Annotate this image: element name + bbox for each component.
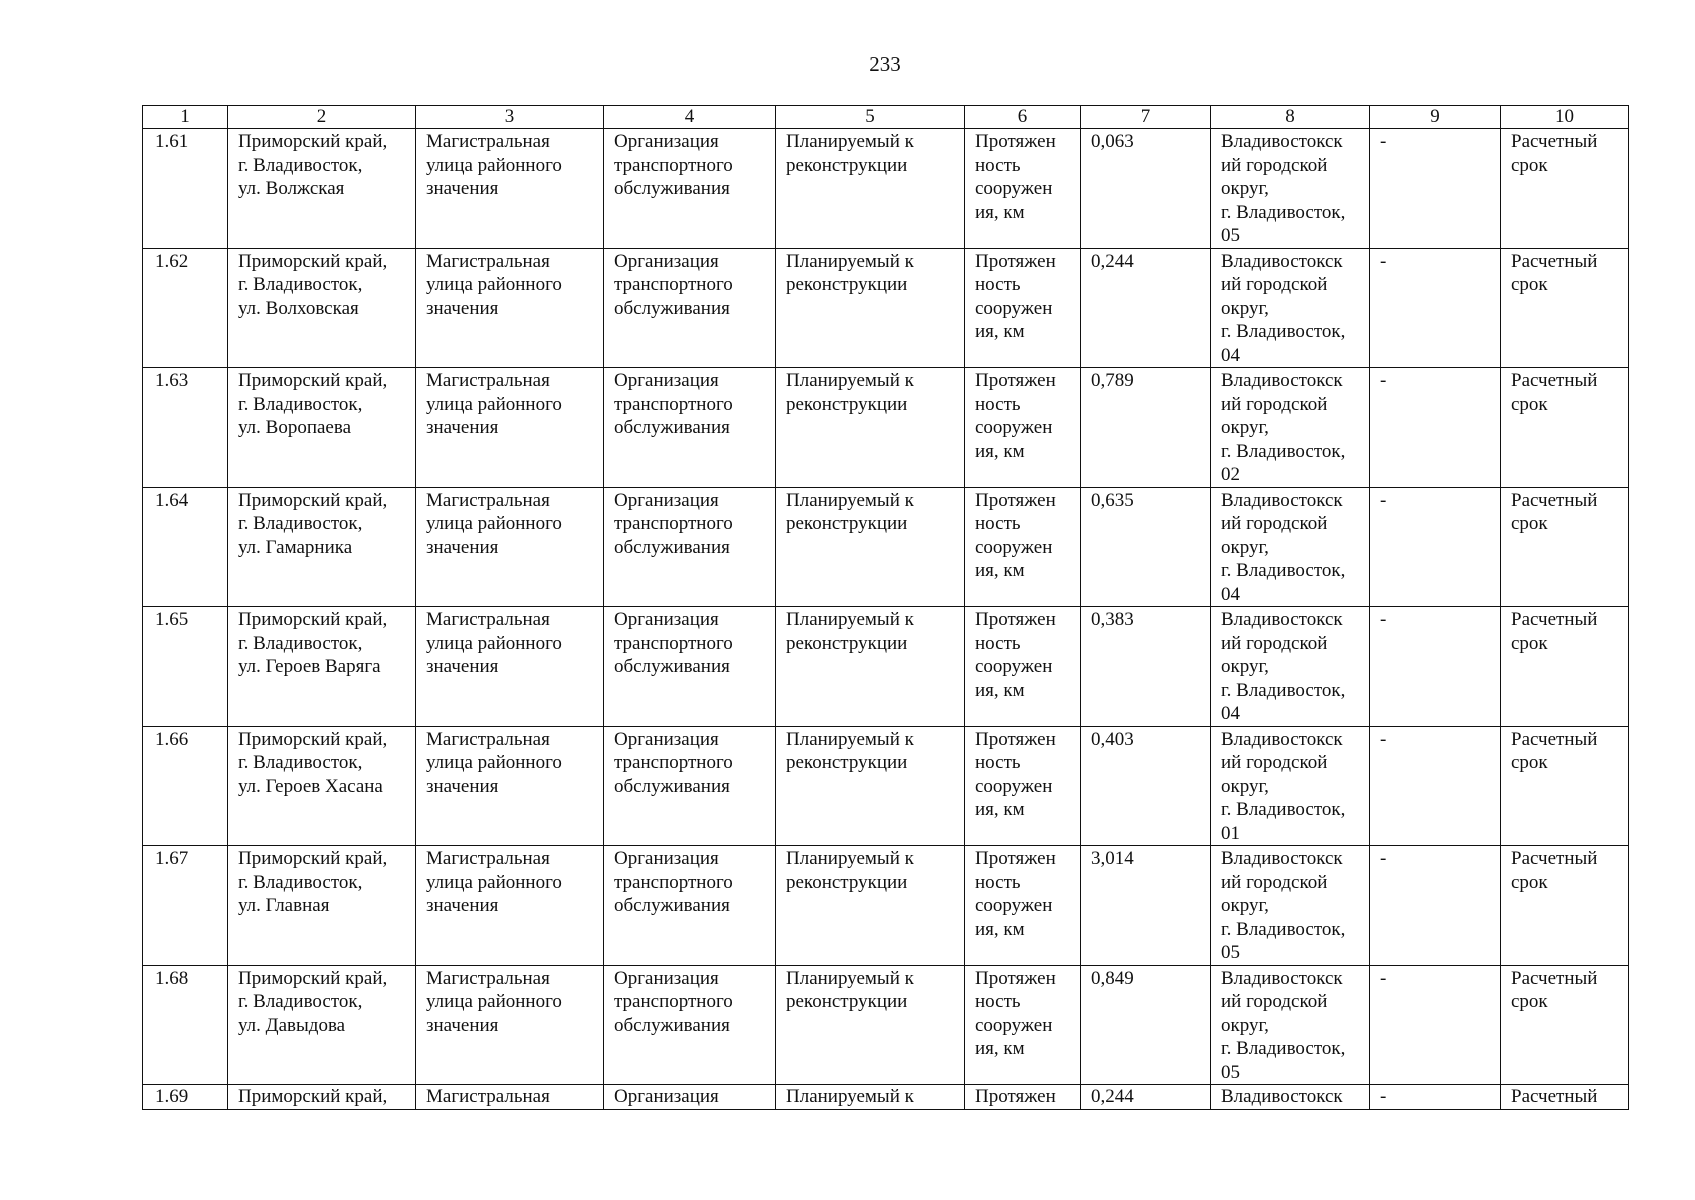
cell-line: ул. Волжская — [238, 178, 345, 199]
cell-line: Приморский край, — [238, 489, 388, 511]
cell-line: Организация — [614, 728, 719, 750]
cell-line: улица районного — [426, 632, 562, 654]
cell-line: Планируемый к — [786, 489, 914, 511]
header-cell: 6 — [965, 106, 1081, 129]
cell-line: реконструкции — [786, 154, 908, 176]
table-row — [143, 846, 1629, 966]
cell-term — [1501, 1085, 1629, 1110]
cell-line: Расчетный — [1511, 609, 1598, 630]
cell-status — [776, 368, 965, 488]
cell-value: 0,063 — [1081, 129, 1211, 249]
cell-line: ул. Воропаева — [238, 417, 352, 438]
cell-line: срок — [1511, 154, 1548, 176]
cell-line: реконструкции — [786, 991, 908, 1012]
cell-number: 1.63 — [143, 368, 228, 488]
table-row — [143, 726, 1629, 846]
cell-line: ность — [975, 154, 1021, 176]
cell-line: г. Владивосток, — [1221, 201, 1346, 223]
table-row — [143, 487, 1629, 607]
cell-line: Организация — [614, 609, 719, 630]
cell-parameter — [965, 965, 1081, 1085]
cell-line: ия, км — [975, 440, 1025, 462]
cell-status — [776, 726, 965, 846]
cell-line: Организация — [614, 967, 719, 989]
cell-line: Магистральная — [426, 609, 550, 630]
cell-line: значения — [426, 895, 499, 916]
cell-purpose — [604, 965, 776, 1085]
cell-category — [416, 368, 604, 488]
cell-term — [1501, 846, 1629, 966]
cell-line: обслуживания — [614, 536, 730, 558]
cell-line: ий городской — [1221, 154, 1328, 176]
cell-line: Планируемый к — [786, 370, 914, 391]
cell-line: Расчетный — [1511, 250, 1598, 272]
cell-line: округ, — [1221, 536, 1269, 558]
cell-line: Организация — [614, 370, 719, 391]
cell-line: 05 — [1221, 1061, 1240, 1083]
cell-number: 1.66 — [143, 726, 228, 846]
cell-number: 1.67 — [143, 846, 228, 966]
cell-purpose — [604, 368, 776, 488]
cell-purpose — [604, 248, 776, 368]
cell-line: ия, км — [975, 201, 1025, 223]
cell-category — [416, 965, 604, 1085]
cell-line: ул. Героев Варяга — [238, 656, 381, 677]
cell-line: значения — [426, 536, 499, 558]
header-cell: 7 — [1081, 106, 1211, 129]
cell-line: ий городской — [1221, 752, 1328, 773]
cell-value: 0,849 — [1081, 965, 1211, 1085]
cell-line: округ, — [1221, 775, 1269, 797]
cell-line: Расчетный — [1511, 848, 1598, 869]
cell-line: реконструкции — [786, 871, 908, 893]
cell-line: Владивостокск — [1221, 848, 1343, 869]
cell-line: ность — [975, 513, 1021, 534]
cell-category — [416, 1085, 604, 1110]
cell-status — [776, 965, 965, 1085]
cell-location — [228, 607, 416, 727]
cell-line: ность — [975, 274, 1021, 295]
cell-line: транспортного — [614, 513, 733, 534]
cell-parameter — [965, 129, 1081, 249]
cell-col9: - — [1370, 368, 1501, 488]
cell-line: округ, — [1221, 297, 1269, 319]
cell-line: Протяжен — [975, 728, 1056, 750]
cell-line: ность — [975, 752, 1021, 773]
cell-line: обслуживания — [614, 417, 730, 438]
cell-term — [1501, 965, 1629, 1085]
cell-line: Владивостокск — [1221, 131, 1343, 152]
cell-line: г. Владивосток, — [1221, 679, 1346, 701]
header-cell: 4 — [604, 106, 776, 129]
cell-line: Расчетный — [1511, 131, 1598, 152]
cell-line: ность — [975, 991, 1021, 1012]
table-row — [143, 129, 1629, 249]
cell-line: округ, — [1221, 1014, 1269, 1036]
cell-line: ул. Волховская — [238, 297, 359, 319]
cell-parameter — [965, 726, 1081, 846]
cell-value: 3,014 — [1081, 846, 1211, 966]
cell-line: Магистральная — [426, 967, 550, 989]
cell-parameter — [965, 368, 1081, 488]
cell-line: округ, — [1221, 178, 1269, 199]
cell-line: обслуживания — [614, 1014, 730, 1036]
cell-zone — [1211, 248, 1370, 368]
cell-status — [776, 487, 965, 607]
cell-line: Протяжен — [975, 370, 1056, 391]
cell-line: срок — [1511, 632, 1548, 654]
cell-line: 01 — [1221, 822, 1240, 844]
cell-location — [228, 965, 416, 1085]
cell-line: 04 — [1221, 344, 1240, 366]
cell-zone — [1211, 129, 1370, 249]
cell-line: ий городской — [1221, 513, 1328, 534]
cell-col9: - — [1370, 846, 1501, 966]
cell-term — [1501, 726, 1629, 846]
table-row — [143, 607, 1629, 727]
cell-line: сооружен — [975, 297, 1053, 319]
cell-line: Магистральная — [426, 728, 550, 750]
cell-line: Магистральная — [426, 250, 550, 272]
cell-line: реконструкции — [786, 513, 908, 534]
cell-line: ий городской — [1221, 274, 1328, 295]
cell-line: транспортного — [614, 871, 733, 893]
cell-line: Владивостокск — [1221, 967, 1343, 989]
cell-line: реконструкции — [786, 752, 908, 773]
cell-line: обслуживания — [614, 656, 730, 677]
cell-line: г. Владивосток, — [1221, 799, 1346, 820]
cell-line: ий городской — [1221, 393, 1328, 415]
cell-line: транспортного — [614, 154, 733, 176]
cell-line: улица районного — [426, 991, 562, 1012]
cell-line: Магистральная — [426, 848, 550, 869]
cell-line: улица районного — [426, 752, 562, 773]
cell-line: Планируемый к — [786, 1086, 914, 1107]
cell-line: 05 — [1221, 942, 1240, 963]
cell-line: ул. Давыдова — [238, 1014, 346, 1036]
page-number: 233 — [869, 52, 901, 76]
cell-line: 04 — [1221, 583, 1240, 605]
cell-line: транспортного — [614, 274, 733, 295]
cell-line: сооружен — [975, 1014, 1053, 1036]
cell-purpose — [604, 487, 776, 607]
cell-line: значения — [426, 297, 499, 319]
cell-line: обслуживания — [614, 178, 730, 199]
cell-line: г. Владивосток, — [1221, 918, 1346, 940]
cell-line: Протяжен — [975, 967, 1056, 989]
cell-line: ность — [975, 632, 1021, 654]
cell-zone — [1211, 607, 1370, 727]
cell-parameter — [965, 846, 1081, 966]
table-row — [143, 965, 1629, 1085]
cell-category — [416, 726, 604, 846]
cell-line: улица районного — [426, 274, 562, 295]
cell-line: Протяжен — [975, 848, 1056, 869]
cell-line: сооружен — [975, 656, 1053, 677]
cell-line: 05 — [1221, 225, 1240, 246]
header-cell: 9 — [1370, 106, 1501, 129]
cell-line: Расчетный — [1511, 1086, 1598, 1107]
cell-line: обслуживания — [614, 297, 730, 319]
cell-col9: - — [1370, 487, 1501, 607]
table-row — [143, 248, 1629, 368]
cell-zone — [1211, 368, 1370, 488]
cell-line: сооружен — [975, 775, 1053, 797]
cell-col9: - — [1370, 129, 1501, 249]
cell-line: Планируемый к — [786, 848, 914, 869]
cell-line: Владивостокск — [1221, 250, 1343, 272]
cell-line: ул. Главная — [238, 895, 330, 916]
header-cell: 8 — [1211, 106, 1370, 129]
cell-line: ий городской — [1221, 632, 1328, 654]
cell-status — [776, 1085, 965, 1110]
cell-value: 0,244 — [1081, 248, 1211, 368]
cell-line: значения — [426, 178, 499, 199]
cell-location — [228, 368, 416, 488]
cell-location — [228, 129, 416, 249]
cell-line: Планируемый к — [786, 609, 914, 630]
cell-line: г. Владивосток, — [238, 274, 363, 295]
cell-line: улица районного — [426, 154, 562, 176]
cell-term — [1501, 368, 1629, 488]
cell-line: Магистральная — [426, 131, 550, 152]
cell-zone — [1211, 1085, 1370, 1110]
cell-line: Магистральная — [426, 489, 550, 511]
cell-parameter — [965, 248, 1081, 368]
cell-line: округ, — [1221, 656, 1269, 677]
cell-number: 1.62 — [143, 248, 228, 368]
cell-line: улица районного — [426, 513, 562, 534]
cell-number: 1.61 — [143, 129, 228, 249]
cell-line: срок — [1511, 513, 1548, 534]
cell-col9: - — [1370, 726, 1501, 846]
cell-line: Организация — [614, 1086, 719, 1107]
cell-line: значения — [426, 775, 499, 797]
cell-line: Расчетный — [1511, 967, 1598, 989]
cell-category — [416, 846, 604, 966]
cell-purpose — [604, 129, 776, 249]
cell-status — [776, 607, 965, 727]
cell-purpose — [604, 846, 776, 966]
cell-line: реконструкции — [786, 393, 908, 415]
cell-line: Приморский край, — [238, 967, 388, 989]
cell-value: 0,403 — [1081, 726, 1211, 846]
cell-value: 0,635 — [1081, 487, 1211, 607]
cell-line: значения — [426, 1014, 499, 1036]
cell-status — [776, 129, 965, 249]
cell-value: 0,789 — [1081, 368, 1211, 488]
header-cell: 3 — [416, 106, 604, 129]
cell-line: сооружен — [975, 895, 1053, 916]
cell-line: ия, км — [975, 560, 1025, 581]
cell-line: срок — [1511, 393, 1548, 415]
cell-line: ность — [975, 871, 1021, 893]
cell-purpose — [604, 607, 776, 727]
cell-col9: - — [1370, 607, 1501, 727]
cell-line: Планируемый к — [786, 250, 914, 272]
cell-location — [228, 1085, 416, 1110]
cell-status — [776, 248, 965, 368]
cell-line: округ, — [1221, 895, 1269, 916]
cell-location — [228, 846, 416, 966]
cell-line: Протяжен — [975, 489, 1056, 511]
cell-line: Приморский край, — [238, 250, 388, 272]
cell-line: Приморский край, — [238, 1086, 388, 1107]
cell-line: Владивостокск — [1221, 728, 1343, 750]
cell-col9: - — [1370, 1085, 1501, 1110]
cell-line: Магистральная — [426, 1086, 550, 1107]
table-body — [143, 129, 1629, 1110]
cell-location — [228, 487, 416, 607]
cell-line: транспортного — [614, 393, 733, 415]
cell-line: Владивостокск — [1221, 489, 1343, 511]
cell-line: ий городской — [1221, 991, 1328, 1012]
cell-line: транспортного — [614, 632, 733, 654]
cell-col9: - — [1370, 965, 1501, 1085]
cell-line: Приморский край, — [238, 848, 388, 869]
cell-line: Владивостокск — [1221, 1086, 1343, 1107]
objects-table — [142, 105, 1629, 1110]
cell-line: Владивостокск — [1221, 609, 1343, 630]
cell-line: Расчетный — [1511, 370, 1598, 391]
cell-line: г. Владивосток, — [238, 752, 363, 773]
cell-zone — [1211, 726, 1370, 846]
cell-line: Приморский край, — [238, 370, 388, 391]
cell-zone — [1211, 965, 1370, 1085]
cell-line: Приморский край, — [238, 728, 388, 750]
cell-line: округ, — [1221, 417, 1269, 438]
cell-line: обслуживания — [614, 775, 730, 797]
header-cell: 1 — [143, 106, 228, 129]
cell-line: Организация — [614, 250, 719, 272]
cell-value: 0,383 — [1081, 607, 1211, 727]
cell-category — [416, 487, 604, 607]
cell-line: Расчетный — [1511, 728, 1598, 750]
cell-zone — [1211, 487, 1370, 607]
cell-location — [228, 248, 416, 368]
cell-number: 1.69 — [143, 1085, 228, 1110]
cell-category — [416, 248, 604, 368]
cell-line: срок — [1511, 871, 1548, 893]
cell-parameter — [965, 607, 1081, 727]
cell-line: г. Владивосток, — [238, 154, 363, 176]
cell-term — [1501, 487, 1629, 607]
cell-line: г. Владивосток, — [238, 513, 363, 534]
cell-parameter — [965, 487, 1081, 607]
cell-number: 1.68 — [143, 965, 228, 1085]
cell-category — [416, 129, 604, 249]
cell-line: транспортного — [614, 991, 733, 1012]
cell-line: г. Владивосток, — [1221, 1038, 1346, 1059]
cell-line: транспортного — [614, 752, 733, 773]
cell-line: г. Владивосток, — [238, 632, 363, 654]
cell-status — [776, 846, 965, 966]
cell-line: г. Владивосток, — [238, 991, 363, 1012]
cell-line: Приморский край, — [238, 131, 388, 152]
cell-line: г. Владивосток, — [1221, 321, 1346, 342]
cell-value: 0,244 — [1081, 1085, 1211, 1110]
cell-line: г. Владивосток, — [1221, 440, 1346, 462]
cell-term — [1501, 607, 1629, 727]
cell-line: 04 — [1221, 703, 1240, 724]
cell-line: сооружен — [975, 178, 1053, 199]
cell-line: г. Владивосток, — [238, 871, 363, 893]
cell-zone — [1211, 846, 1370, 966]
cell-term — [1501, 129, 1629, 249]
header-cell: 5 — [776, 106, 965, 129]
header-row — [143, 106, 1629, 129]
cell-line: ность — [975, 393, 1021, 415]
table-row — [143, 368, 1629, 488]
cell-line: срок — [1511, 274, 1548, 295]
cell-line: ия, км — [975, 799, 1025, 820]
cell-line: срок — [1511, 991, 1548, 1012]
cell-line: Магистральная — [426, 370, 550, 391]
cell-line: г. Владивосток, — [1221, 560, 1346, 581]
table-row — [143, 1085, 1629, 1110]
cell-line: значения — [426, 417, 499, 438]
cell-line: Расчетный — [1511, 489, 1598, 511]
cell-category — [416, 607, 604, 727]
cell-line: ул. Героев Хасана — [238, 775, 383, 797]
cell-line: ий городской — [1221, 871, 1328, 893]
cell-purpose — [604, 726, 776, 846]
cell-line: Организация — [614, 848, 719, 869]
cell-parameter — [965, 1085, 1081, 1110]
cell-line: срок — [1511, 752, 1548, 773]
cell-line: сооружен — [975, 536, 1053, 558]
cell-term — [1501, 248, 1629, 368]
cell-line: ул. Гамарника — [238, 536, 353, 558]
cell-line: ия, км — [975, 1038, 1025, 1059]
cell-line: Планируемый к — [786, 728, 914, 750]
cell-line: г. Владивосток, — [238, 393, 363, 415]
cell-line: Планируемый к — [786, 131, 914, 152]
cell-line: ия, км — [975, 918, 1025, 940]
cell-line: Протяжен — [975, 131, 1056, 152]
cell-line: Организация — [614, 489, 719, 511]
cell-line: реконструкции — [786, 632, 908, 654]
cell-col9: - — [1370, 248, 1501, 368]
cell-line: Протяжен — [975, 1086, 1056, 1107]
cell-line: обслуживания — [614, 895, 730, 916]
cell-number: 1.64 — [143, 487, 228, 607]
cell-line: реконструкции — [786, 274, 908, 295]
cell-line: улица районного — [426, 871, 562, 893]
cell-line: Организация — [614, 131, 719, 152]
cell-line: 02 — [1221, 464, 1240, 485]
cell-line: Приморский край, — [238, 609, 388, 630]
cell-line: сооружен — [975, 417, 1053, 438]
cell-line: Протяжен — [975, 609, 1056, 630]
cell-line: улица районного — [426, 393, 562, 415]
cell-line: значения — [426, 656, 499, 677]
header-cell: 2 — [228, 106, 416, 129]
cell-line: ия, км — [975, 321, 1025, 342]
cell-location — [228, 726, 416, 846]
cell-purpose — [604, 1085, 776, 1110]
header-cell: 10 — [1501, 106, 1629, 129]
cell-line: Протяжен — [975, 250, 1056, 272]
cell-line: Планируемый к — [786, 967, 914, 989]
cell-line: ия, км — [975, 679, 1025, 701]
cell-number: 1.65 — [143, 607, 228, 727]
cell-line: Владивостокск — [1221, 370, 1343, 391]
